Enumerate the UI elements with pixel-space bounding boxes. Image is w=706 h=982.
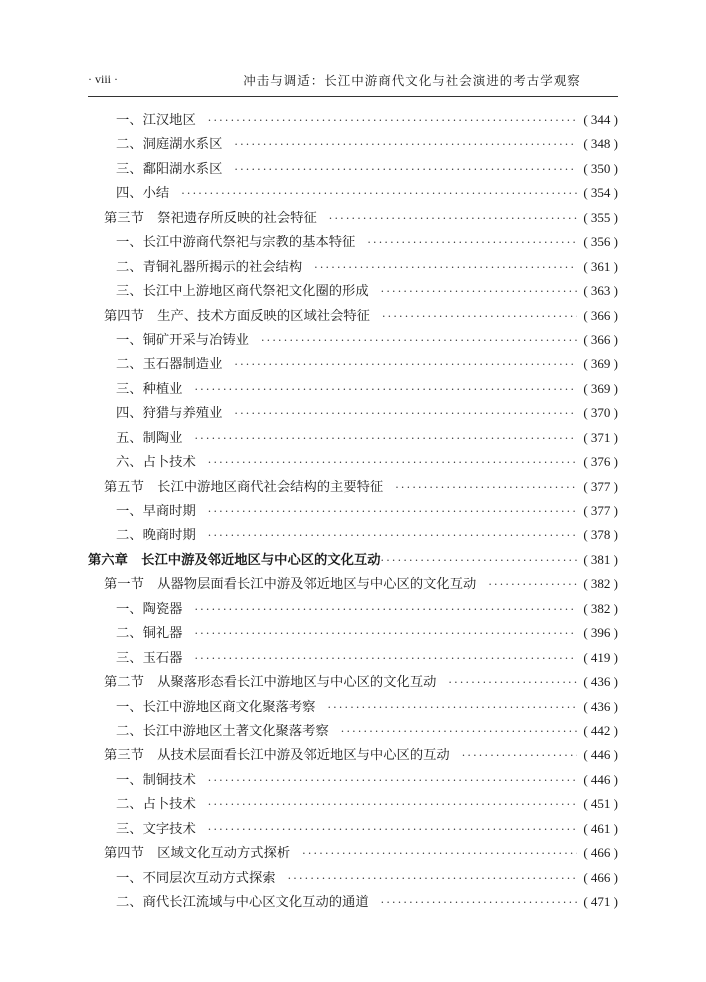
toc-subsection (88, 181, 618, 205)
dot-leader (208, 451, 578, 475)
dot-leader (261, 329, 577, 353)
toc-entry-title: 第五节 长江中游地区商代社会结构的主要特征 (104, 479, 384, 495)
toc-entry-title: 第一节 从器物层面看长江中游及邻近地区与中心区的文化互动 (104, 577, 477, 593)
toc-page-number: ( 461 ) (583, 820, 618, 836)
toc-entry-title: 一、长江中游地区商文化聚落考察 (116, 699, 316, 715)
toc-entry-title: 第四节 生产、技术方面反映的区域社会特征 (104, 308, 370, 324)
toc-subsection (88, 426, 618, 450)
toc-page-number: ( 382 ) (583, 576, 618, 592)
toc-page-number: ( 436 ) (583, 698, 618, 714)
toc-page-number: ( 396 ) (583, 625, 618, 641)
toc-entry-title: 四、小结 (116, 186, 170, 202)
toc-page-number: ( 363 ) (583, 283, 618, 299)
dot-leader (327, 696, 577, 720)
toc-page-number: ( 471 ) (583, 894, 618, 909)
toc-page-number: ( 382 ) (583, 600, 618, 616)
dot-leader (381, 280, 578, 304)
toc-entry-title: 六、占卜技术 (116, 455, 196, 471)
toc-page-number: ( 466 ) (583, 845, 618, 861)
toc-subsection (88, 866, 618, 890)
toc-section (88, 304, 618, 328)
dot-leader (288, 867, 578, 891)
toc-subsection (88, 132, 618, 156)
toc-subsection (88, 646, 618, 670)
dot-leader (194, 622, 577, 646)
dot-leader (194, 378, 577, 402)
page-folio: · viii · (88, 72, 118, 86)
page-header (88, 66, 618, 97)
toc-subsection (88, 157, 618, 181)
toc-entry-title: 一、陶瓷器 (116, 601, 183, 617)
toc-entry-title: 二、洞庭湖水系区 (116, 137, 223, 153)
toc-subsection (88, 230, 618, 254)
toc-subsection (88, 792, 618, 816)
dot-leader (488, 573, 577, 597)
toc-entry-title: 五、制陶业 (116, 430, 183, 446)
toc-page-number: ( 446 ) (583, 747, 618, 763)
dot-leader (181, 182, 577, 206)
toc-entry-title: 一、制铜技术 (116, 772, 196, 788)
toc-page-number: ( 366 ) (583, 331, 618, 347)
toc-entry-title: 第三节 从技术层面看长江中游及邻近地区与中心区的互动 (104, 748, 450, 764)
dot-leader (208, 524, 578, 548)
toc-section (88, 841, 618, 865)
toc-page-number: ( 381 ) (583, 551, 618, 567)
dot-leader (194, 427, 577, 451)
dot-leader (194, 598, 577, 622)
toc-subsection (88, 719, 618, 743)
toc-entry-title: 第四节 区域文化互动方式探析 (104, 846, 291, 862)
toc-page-number: ( 371 ) (583, 429, 618, 445)
dot-leader (208, 818, 578, 842)
dot-leader (382, 305, 577, 329)
dot-leader (314, 256, 577, 280)
dot-leader (234, 133, 577, 157)
toc-entry-title: 二、青铜礼器所揭示的社会结构 (116, 259, 303, 275)
running-title: 冲击与调适：长江中游商代文化与社会演进的考古学观察 (243, 73, 581, 88)
dot-leader (234, 158, 577, 182)
toc-entry-title: 三、长江中上游地区商代祭祀文化圈的形成 (116, 284, 369, 300)
toc-page-number: ( 466 ) (583, 869, 618, 885)
toc-page-number: ( 419 ) (583, 649, 618, 665)
toc-page-number: ( 376 ) (583, 454, 618, 470)
toc-page-number: ( 377 ) (583, 503, 618, 518)
toc-entry-title: 三、文字技术 (116, 821, 196, 837)
dot-leader (381, 549, 578, 573)
dot-leader (462, 744, 578, 768)
toc-subsection (88, 523, 618, 547)
toc-section (88, 572, 618, 596)
toc-subsection (88, 768, 618, 792)
toc-subsection (88, 108, 618, 132)
dot-leader (448, 671, 577, 695)
toc-section (88, 475, 618, 499)
toc-subsection (88, 597, 618, 621)
dot-leader (208, 500, 578, 524)
toc-subsection (88, 499, 618, 523)
toc-entry-title: 四、狩猎与养殖业 (116, 406, 223, 422)
toc-page-number: ( 442 ) (583, 722, 618, 738)
dot-leader (194, 647, 577, 671)
toc-chapter (88, 548, 618, 572)
toc-page-number: ( 361 ) (583, 258, 618, 274)
toc-page-number: ( 378 ) (583, 527, 618, 543)
toc-section (88, 206, 618, 230)
toc-entry-title: 一、江汉地区 (116, 113, 196, 128)
toc-page-number: ( 451 ) (583, 796, 618, 812)
toc-entry-title: 三、鄱阳湖水系区 (116, 161, 223, 177)
toc-subsection (88, 255, 618, 279)
dot-leader (367, 231, 577, 255)
toc-page-number: ( 377 ) (583, 478, 618, 494)
toc-entry-title: 三、玉石器 (116, 650, 183, 666)
toc-entry-title: 第二节 从聚落形态看长江中游地区与中心区的文化互动 (104, 675, 437, 691)
dot-leader (341, 720, 578, 744)
toc-entry-title: 二、占卜技术 (116, 797, 196, 813)
dot-leader (208, 769, 578, 793)
toc-entry-title: 二、铜礼器 (116, 626, 183, 642)
dot-leader (208, 793, 578, 817)
toc-page-number: ( 354 ) (583, 185, 618, 201)
dot-leader (329, 207, 578, 231)
toc-subsection (88, 352, 618, 376)
toc-entry-title: 二、长江中游地区土著文化聚落考察 (116, 723, 329, 739)
toc-page-number: ( 366 ) (583, 307, 618, 323)
toc-page-number: ( 370 ) (583, 405, 618, 421)
toc-page-number: ( 348 ) (583, 136, 618, 152)
toc-subsection (88, 817, 618, 841)
toc-entry-title: 三、种植业 (116, 381, 183, 397)
dot-leader (208, 109, 578, 133)
toc-page-number: ( 350 ) (583, 160, 618, 176)
toc-subsection (88, 621, 618, 645)
toc-entry-title: 二、商代长江流域与中心区文化互动的通道 (116, 895, 369, 910)
toc-page-number: ( 436 ) (583, 674, 618, 690)
toc-entry-title: 第三节 祭祀遗存所反映的社会特征 (104, 210, 317, 226)
dot-leader (395, 476, 577, 500)
toc-page-number: ( 446 ) (583, 771, 618, 787)
toc-subsection (88, 401, 618, 425)
toc-page-number: ( 369 ) (583, 356, 618, 372)
dot-leader (234, 402, 577, 426)
toc-page-number: ( 356 ) (583, 234, 618, 250)
table-of-contents (88, 108, 618, 914)
toc-subsection (88, 279, 618, 303)
toc-entry-title: 一、铜矿开采与冶铸业 (116, 332, 249, 348)
dot-leader (302, 842, 577, 866)
dot-leader (234, 353, 577, 377)
toc-entry-title: 二、晚商时期 (116, 528, 196, 544)
toc-entry-title: 一、长江中游商代祭祀与宗教的基本特征 (116, 235, 356, 251)
toc-subsection (88, 890, 618, 914)
toc-section (88, 670, 618, 694)
toc-entry-title: 一、不同层次互动方式探索 (116, 870, 276, 886)
toc-subsection (88, 450, 618, 474)
toc-entry-title: 二、玉石器制造业 (116, 357, 223, 373)
toc-entry-title: 第六章 长江中游及邻近地区与中心区的文化互动 (88, 552, 381, 568)
toc-subsection (88, 377, 618, 401)
dot-leader (381, 891, 578, 915)
toc-page-number: ( 355 ) (583, 209, 618, 225)
toc-section (88, 743, 618, 767)
toc-entry-title: 一、早商时期 (116, 504, 196, 519)
toc-subsection (88, 695, 618, 719)
toc-subsection (88, 328, 618, 352)
toc-page-number: ( 369 ) (583, 380, 618, 396)
toc-page-number: ( 344 ) (583, 112, 618, 127)
